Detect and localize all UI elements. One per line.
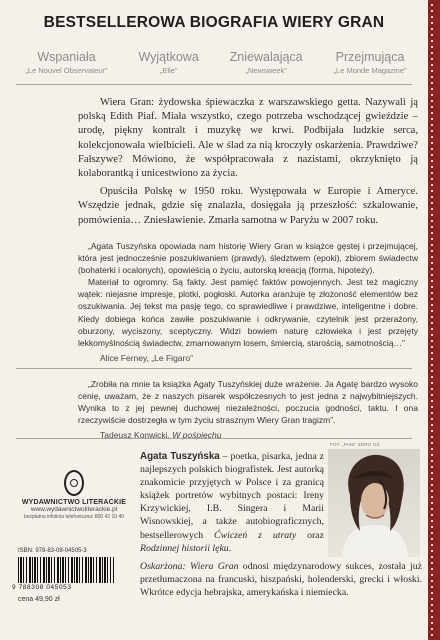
review-adjective (25, 50, 107, 75)
quote-author: Alice Ferney, (100, 352, 152, 363)
quote-signature (100, 429, 418, 441)
review-quote (78, 240, 418, 364)
bio-paragraph (140, 450, 324, 555)
barcode-number: 9 788308 045053 (12, 584, 72, 591)
quote-author: Tadeusz Konwicki, (100, 430, 173, 441)
book-title: Ćwiczeń z utraty (214, 529, 297, 541)
adjective-word: Wyjątkowa (138, 50, 199, 64)
bio-text: . (228, 542, 232, 554)
author-bio (140, 450, 324, 555)
review-adjective (334, 50, 407, 75)
adjective-word: Zniewalająca (229, 50, 303, 64)
review-adjective (230, 50, 303, 75)
book-title: Rodzinnej historii lęku (140, 542, 229, 554)
author-photo (328, 449, 420, 557)
quote-source: W pośpiechu (172, 430, 222, 441)
review-quote (78, 378, 418, 441)
bio-text: – poetka, pisarka, jedna z najlepszych polskich biografistek. Jest autorką znakomicie przyjętych w Polsce i za granicą książek portretów wybitnych postaci: Ireny Krzywickiej, I.B. Singera i Marii Wisnowskiej, a także autobiograficznych, bestsellerowych (140, 451, 325, 541)
barcode-icon (18, 557, 114, 583)
bio-text: oraz (296, 529, 325, 541)
synopsis-paragraph: Wiera Gran: żydowska śpiewaczka z warszawskiego getta. Nazywali ją polską Edith Piaf. Miała wszystko, czego potrzeba wschodzącej gwieździe – urodę, piękny kontralt i muzykę we krwi. Podbijała ludzkie serca, kolekcjonowała wielbicieli. Ale w ślad za nią kroczyły oskarżenia. Prawdziwe? Fałszywe? Mówiono, że współpracowała z nazistami, okrzyknięto ją kolaborantką i unicestwiono za życia. (78, 97, 418, 180)
adjective-source: „Newsweek” (245, 66, 287, 75)
divider (16, 438, 412, 439)
divider (16, 368, 412, 369)
photo-credit: FOT. „PANI” ZDRO OŚ (330, 442, 380, 447)
review-adjectives (10, 50, 422, 75)
adjective-word: Wspaniała (37, 50, 96, 64)
bio-text: odnosi międzynarodowy sukces, została już przetłumaczona na francuski, hiszpański, holenderski, grecki i włoski. Wkrótce edycja hebrajska, amerykańska i niemiecka. (140, 561, 423, 599)
quote-source: „Le Figaro” (151, 352, 193, 363)
book-title: Oskarżona: Wiera Gran (140, 561, 239, 572)
quote-paragraph: „Zrobiła na mnie ta książka Agaty Tuszyńskiej duże wrażenie. Ja Agatę bardzo wysoko cenię, uważam, że z naszych pisarek współczesnych to jest jedna z najwybitniejszych. Wynika to z jej pewnej duchowej niezależności, poczucia godności, taktu. I ona rzeczywiście dostrzegła w tym życiu strasznym Wiery Gran tragizm”. (78, 379, 418, 426)
synopsis (78, 96, 418, 232)
adjective-source: „Le Nouvel Observateur” (25, 66, 108, 75)
cover-edge (428, 0, 440, 640)
quote-paragraph: Materiał to ogromny. Są fakty. Jest pamięć faktów powojennych. Jest też magiczny wątek: niejasne impresje, plotki, pogłoski. Autorka aranżuje tę złożoność elementów bez oszukiwania. Jej tekst ma pasję tego, co sprawiedliwe i prawdziwe, inteligentne i dobre. Kiedy dobiega końca zawiłe poszukiwanie i odkrywanie, czytelnik jest przerażony, oburzony, wyciszony, sceptyczny. Widzi bowiem naturę człowieka i jest przejęty lekkomyślnością świadectw, zmarnowanym losem, śmiercią, starością, samotnością…” (78, 277, 418, 348)
headline: BESTSELLEROWA BIOGRAFIA WIERY GRAN (43, 14, 385, 31)
price: cena 49,90 zł (18, 596, 60, 603)
divider (16, 84, 412, 85)
adjective-source: „Elle” (159, 66, 178, 75)
quote-paragraph: „Agata Tuszyńska opowiada nam historię Wiery Gran w książce gęstej i przejmującej, która jest jednocześnie poszukiwaniem (prawdy), śledztwem (epoki), zbiorem świadectw (bohaterki i ocalonych), opowieścią o życiu, autorską kreacją (forma, hipotezy). (78, 241, 418, 276)
adjective-source: „Le Monde Magazine” (333, 66, 407, 75)
author-name: Agata Tuszyńska (140, 451, 220, 462)
review-adjective (138, 50, 198, 75)
bio-paragraph (140, 560, 422, 599)
publisher-name: WYDAWNICTWO LITERACKIE (21, 499, 127, 506)
publisher-url: www.wydawnictwoliterackie.pl (30, 506, 118, 513)
publisher-logo (14, 470, 134, 520)
author-bio-continued (140, 560, 422, 599)
author-portrait-icon (328, 449, 420, 557)
isbn: ISBN: 978-83-08-04505-3 (18, 548, 87, 554)
publisher-info: bezpłatna infolinia telefoniczna: 800 42 10 40 (23, 514, 125, 520)
adjective-word: Przejmująca (335, 50, 405, 64)
synopsis-paragraph: Opuściła Polskę w 1950 roku. Występowała w Europie i Ameryce. Wszędzie jednak, gdzie się znalazła, dosięgała ją przeszłość: szkalowanie, pomówienia… Zniesławienie. Zmarła samotna w Paryżu w 2007 roku. (78, 186, 418, 226)
publisher-owl-icon (64, 470, 84, 496)
quote-signature (100, 352, 418, 364)
